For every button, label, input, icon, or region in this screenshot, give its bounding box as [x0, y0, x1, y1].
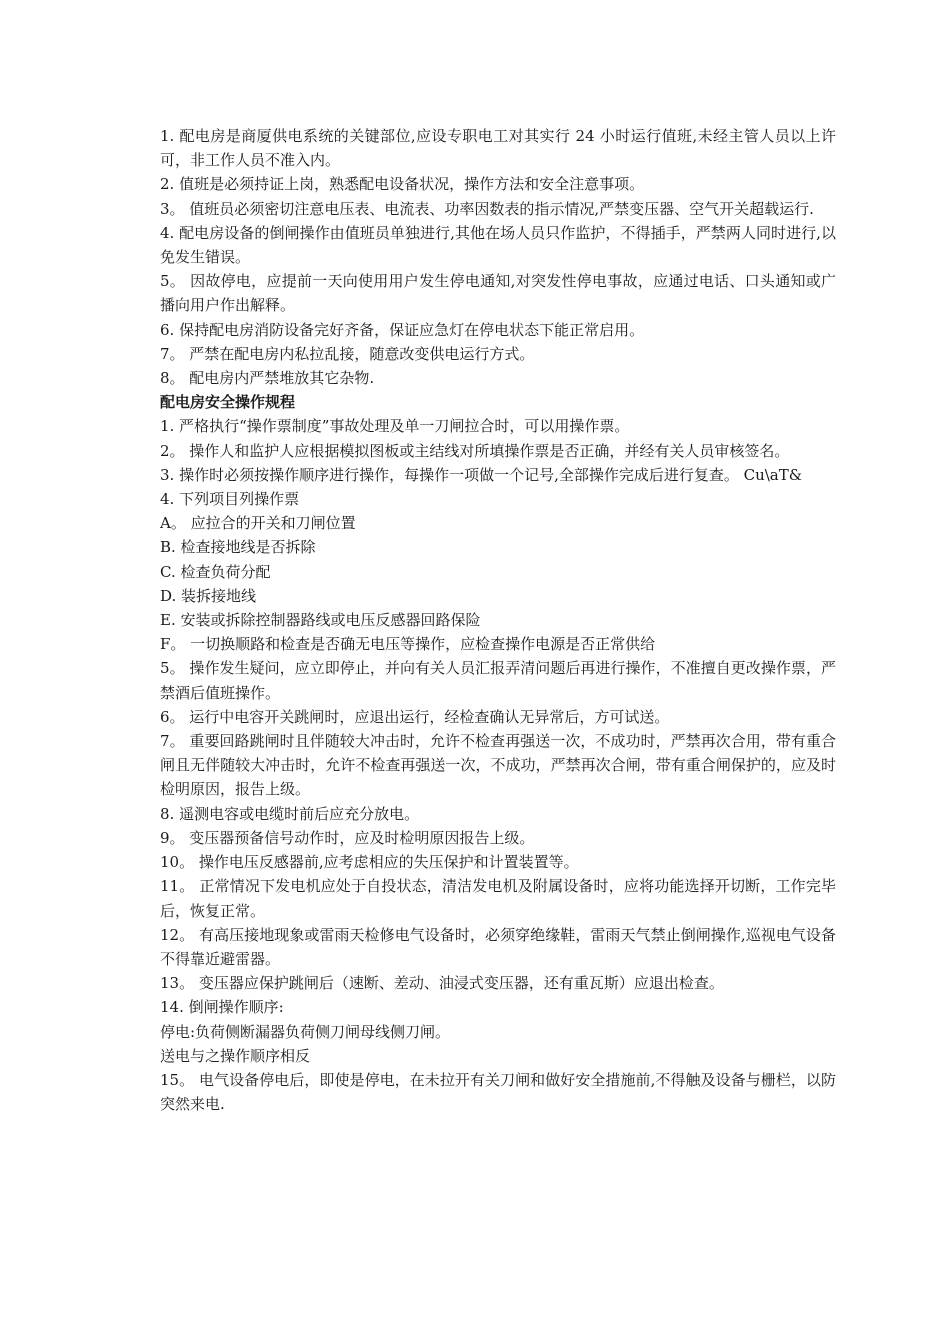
paragraph: 14. 倒闸操作顺序: [160, 998, 284, 1017]
paragraph: 停电:负荷侧断漏器负荷侧刀闸母线侧刀闸。 [160, 1022, 451, 1041]
paragraph: 2. 值班是必须持证上岗，熟悉配电设备状况，操作方法和安全注意事项。 [160, 175, 645, 194]
paragraph: 8. 遥测电容或电缆时前后应充分放电。 [160, 804, 420, 823]
paragraph: 10。 操作电压反感器前,应考虑相应的失压保护和计置装置等。 [160, 853, 579, 872]
paragraph: 4. 配电房设备的倒闸操作由值班员单独进行,其他在场人员只作监护，不得插手，严禁两人同时进行,以免发生错误。 [160, 223, 836, 267]
list-item: A。 应拉合的开关和刀闸位置 [160, 514, 356, 533]
paragraph: 送电与之操作顺序相反 [160, 1046, 311, 1065]
list-item: F。 一切换顺路和检查是否确无电压等操作，应检查操作电源是否正常供给 [160, 635, 656, 654]
list-item: B. 检查接地线是否拆除 [160, 538, 316, 557]
document-body [160, 124, 836, 1116]
paragraph: 6。 运行中电容开关跳闸时，应退出运行，经检查确认无异常后，方可试送。 [160, 707, 670, 726]
paragraph: 11。 正常情况下发电机应处于自投状态，清洁发电机及附属设备时，应将功能选择开切断，工作完毕后，恢复正常。 [160, 877, 836, 920]
paragraph: 13。 变压器应保护跳闸后（速断、差动、油浸式变压器，还有重瓦斯）应退出检查。 [160, 974, 724, 993]
list-item: E. 安装或拆除控制器路线或电压反感器回路保险 [160, 611, 481, 630]
paragraph: 6. 保持配电房消防设备完好齐备，保证应急灯在停电状态下能正常启用。 [160, 320, 645, 339]
paragraph: 4. 下列项目列操作票 [160, 490, 300, 509]
paragraph: 5。 操作发生疑问，应立即停止，并向有关人员汇报弄清问题后再进行操作，不准擅自更改操作票，严禁酒后值班操作。 [160, 659, 836, 702]
paragraph: 8。 配电房内严禁堆放其它杂物. [160, 369, 375, 388]
paragraph: 3. 操作时必须按操作顺序进行操作，每操作一项做一个记号,全部操作完成后进行复查。 Cu\aT& [160, 465, 803, 484]
list-item: D. 装拆接地线 [160, 586, 257, 605]
paragraph: 7。 重要回路跳闸时且伴随较大冲击时，允许不检查再强送一次，不成功时，严禁再次合用，带有重合闸且无伴随较大冲击时，允许不检查再强送一次，不成功，严禁再次合闸，带有重合闸保护的，应及时检明原因，报告上级。 [160, 732, 836, 799]
paragraph: 9。 变压器预备信号动作时，应及时检明原因报告上级。 [160, 828, 535, 847]
paragraph: 7。 严禁在配电房内私拉乱接，随意改变供电运行方式。 [160, 344, 535, 363]
paragraph: 3。 值班员必须密切注意电压表、电流表、功率因数表的指示情况,严禁变压器、空气开关超载运行. [160, 199, 814, 218]
paragraph: 1. 配电房是商厦供电系统的关键部位,应设专职电工对其实行 24 小时运行值班,未经主管人员以上许可，非工作人员不准入内。 [160, 127, 836, 170]
list-item: C. 检查负荷分配 [160, 562, 271, 581]
paragraph: 2。 操作人和监护人应根据模拟图板或主结线对所填操作票是否正确，并经有关人员审核签名。 [160, 441, 790, 460]
paragraph: 12。 有高压接地现象或雷雨天检修电气设备时，必须穿绝缘鞋，雷雨天气禁止倒闸操作,巡视电气设备不得靠近避雷器。 [160, 925, 836, 968]
paragraph: 5。 因故停电，应提前一天向使用用户发生停电通知,对突发性停电事故，应通过电话、口头通知或广播向用户作出解释。 [160, 272, 836, 315]
paragraph: 1. 严格执行“操作票制度”事故处理及单一刀闸拉合时，可以用操作票。 [160, 417, 630, 436]
paragraph: 15。 电气设备停电后，即使是停电，在未拉开有关刀闸和做好安全措施前,不得触及设备与栅栏，以防突然来电. [160, 1070, 836, 1114]
section-heading: 配电房安全操作规程 [160, 393, 296, 412]
